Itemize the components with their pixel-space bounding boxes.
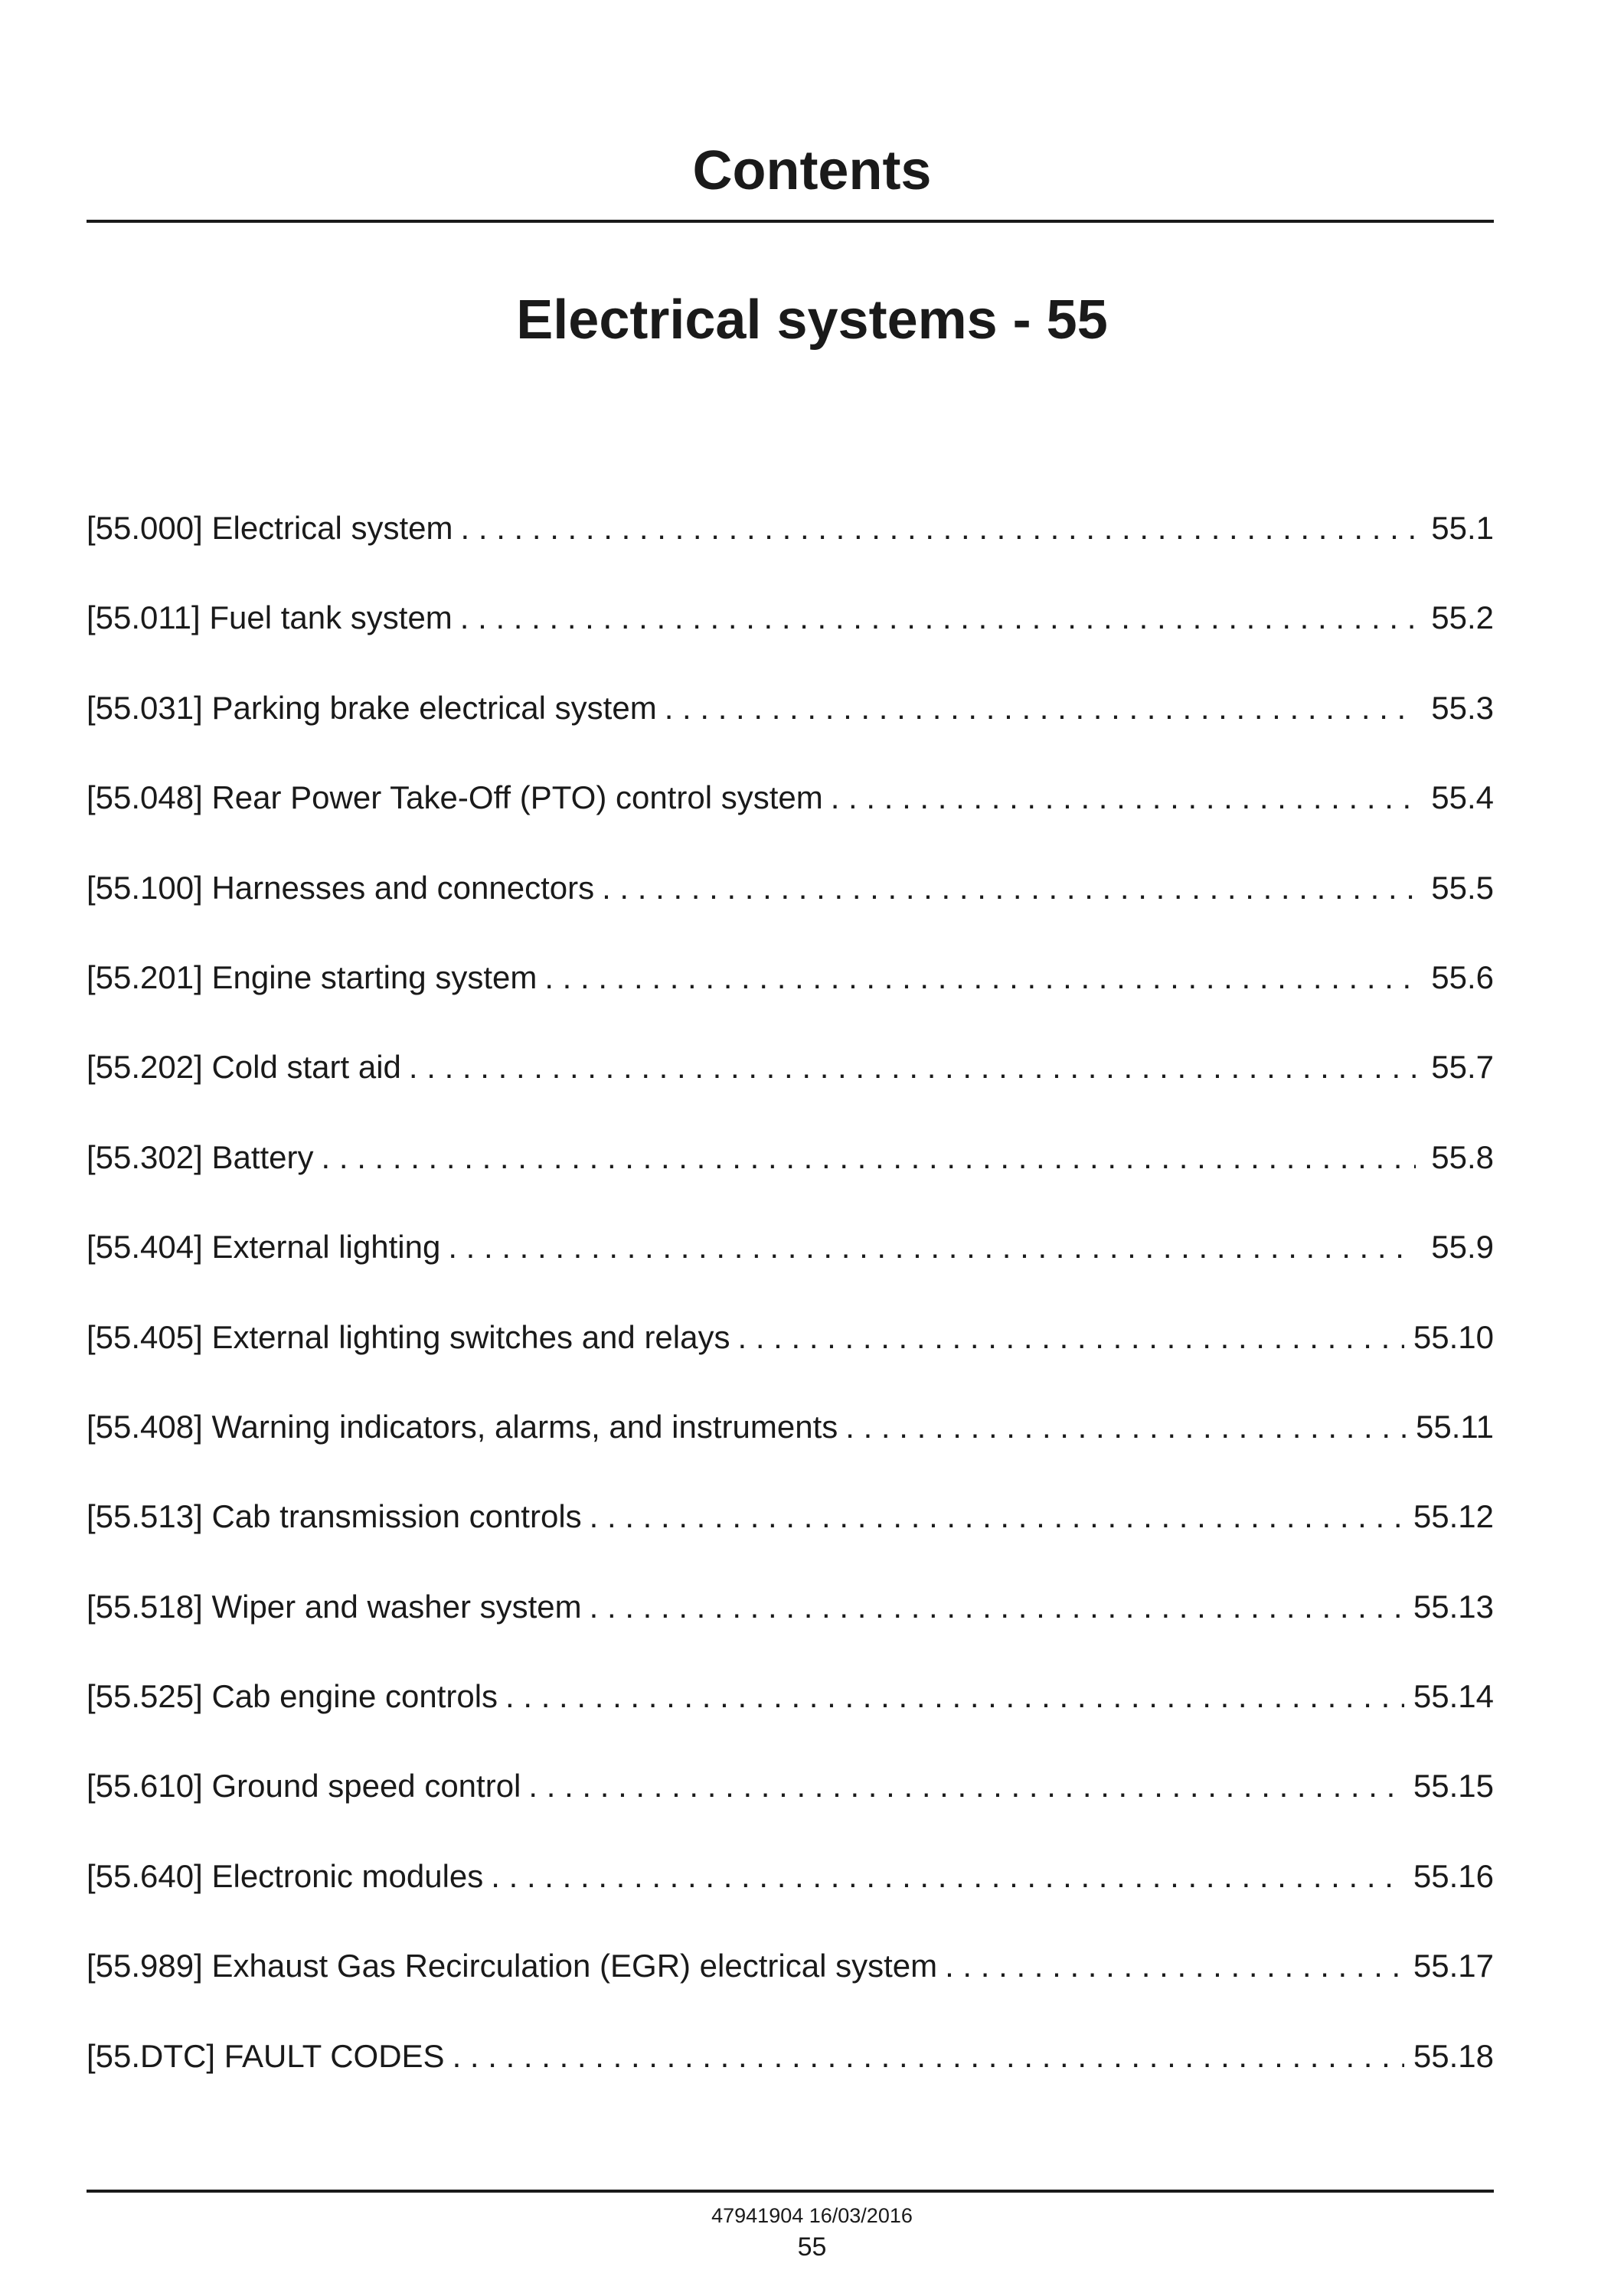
toc-entry[interactable] <box>87 1408 1494 1497</box>
toc-entry[interactable] <box>87 1228 1494 1318</box>
toc-entry-label: [55.525] Cab engine controls <box>87 1678 498 1715</box>
dot-leader <box>945 1947 1404 1985</box>
toc-entry-label: [55.989] Exhaust Gas Recirculation (EGR) electrical system <box>87 1948 938 1984</box>
toc-entry-page: 55.6 <box>1431 959 1494 995</box>
toc-entry-label: [55.513] Cab transmission controls <box>87 1498 582 1535</box>
toc-entry[interactable] <box>87 1588 1494 1677</box>
page-number: 55 <box>797 2232 827 2262</box>
toc-entry[interactable] <box>87 1767 1494 1857</box>
top-divider <box>87 220 1494 223</box>
toc-entry-page: 55.9 <box>1431 1229 1494 1266</box>
toc-entry[interactable] <box>87 869 1494 959</box>
toc-entry[interactable] <box>87 1677 1494 1767</box>
toc-entry-page: 55.14 <box>1413 1678 1494 1715</box>
toc-entry-page: 55.3 <box>1431 689 1494 726</box>
toc-entry-label: [55.100] Harnesses and connectors <box>87 869 595 906</box>
toc-entry-label: [55.640] Electronic modules <box>87 1857 484 1894</box>
toc-entry-label: [55.048] Rear Power Take-Off (PTO) control system <box>87 779 823 816</box>
toc-entry-page: 55.18 <box>1413 2037 1494 2074</box>
toc-entry-page: 55.10 <box>1413 1318 1494 1355</box>
toc-entry[interactable] <box>87 689 1494 779</box>
toc-entry-page: 55.1 <box>1431 510 1494 546</box>
toc-entry[interactable] <box>87 599 1494 688</box>
dot-leader <box>491 1857 1404 1896</box>
dot-leader <box>528 1767 1404 1805</box>
dot-leader <box>602 869 1416 907</box>
dot-leader <box>322 1138 1416 1177</box>
document-id: 47941904 16/03/2016 <box>711 2204 913 2227</box>
toc-entry-label: [55.408] Warning indicators, alarms, and instruments <box>87 1408 838 1445</box>
toc-entry-page: 55.7 <box>1431 1049 1494 1086</box>
toc-entry[interactable] <box>87 959 1494 1048</box>
toc-entry-page: 55.11 <box>1416 1408 1494 1445</box>
toc-entry-label: [55.202] Cold start aid <box>87 1049 401 1086</box>
dot-leader <box>831 779 1416 817</box>
dot-leader <box>737 1318 1403 1357</box>
toc-entry-label: [55.011] Fuel tank system <box>87 599 453 636</box>
dot-leader <box>460 599 1416 637</box>
toc-entry-label: [55.610] Ground speed control <box>87 1768 521 1804</box>
dot-leader <box>845 1408 1407 1446</box>
toc-entry-label: [55.000] Electrical system <box>87 510 453 546</box>
toc-entry-page: 55.17 <box>1413 1948 1494 1984</box>
toc-entry-label: [55.031] Parking brake electrical system <box>87 689 657 726</box>
toc-entry-page: 55.8 <box>1431 1138 1494 1175</box>
toc-entry[interactable] <box>87 779 1494 868</box>
toc-entry[interactable] <box>87 1318 1494 1408</box>
toc-entry[interactable] <box>87 1497 1494 1587</box>
toc-entry-label: [55.405] External lighting switches and relays <box>87 1318 730 1355</box>
toc-entry-label: [55.404] External lighting <box>87 1229 441 1266</box>
dot-leader <box>665 689 1416 727</box>
toc-entry[interactable] <box>87 1947 1494 2036</box>
toc-entry-page: 55.12 <box>1413 1498 1494 1535</box>
toc-entry-page: 55.13 <box>1413 1588 1494 1625</box>
toc-entry-page: 55.15 <box>1413 1768 1494 1804</box>
toc-entry-label: [55.302] Battery <box>87 1138 314 1175</box>
toc-entry[interactable] <box>87 1857 1494 1947</box>
dot-leader <box>590 1588 1404 1626</box>
dot-leader <box>453 2037 1404 2076</box>
toc-entry-label: [55.DTC] FAULT CODES <box>87 2037 445 2074</box>
table-of-contents <box>87 509 1494 2127</box>
dot-leader <box>409 1048 1416 1086</box>
dot-leader <box>448 1228 1416 1266</box>
toc-entry[interactable] <box>87 2037 1494 2127</box>
toc-entry-label: [55.201] Engine starting system <box>87 959 538 995</box>
dot-leader <box>505 1677 1404 1716</box>
toc-entry[interactable] <box>87 1138 1494 1228</box>
toc-entry[interactable] <box>87 1048 1494 1138</box>
dot-leader <box>590 1497 1404 1536</box>
toc-entry-page: 55.5 <box>1431 869 1494 906</box>
page-title: Contents <box>692 140 932 201</box>
dot-leader <box>461 509 1416 547</box>
toc-entry-page: 55.4 <box>1431 779 1494 816</box>
section-title: Electrical systems - 55 <box>516 289 1108 351</box>
toc-entry[interactable] <box>87 509 1494 599</box>
dot-leader <box>544 959 1416 997</box>
toc-entry-page: 55.16 <box>1413 1857 1494 1894</box>
footer-divider <box>87 2190 1494 2193</box>
toc-entry-label: [55.518] Wiper and washer system <box>87 1588 582 1625</box>
toc-entry-page: 55.2 <box>1431 599 1494 636</box>
